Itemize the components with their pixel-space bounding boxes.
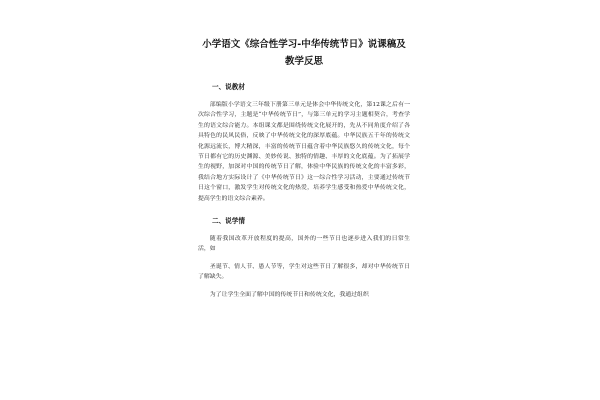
document-content	[198, 36, 410, 307]
paragraph: 圣诞节、情人节、愚人节等，学生对这些节日了解很多，却对中华传统节日了解缺失。	[198, 263, 410, 281]
section-heading-teaching-material: 一、说教材	[212, 83, 245, 91]
paragraph: 为了让学生全面了解中国的传统节日和传统文化，我通过组织	[209, 291, 369, 298]
section-heading-student-situation: 二、说学情	[212, 217, 245, 226]
paragraph: 随着我国改革开放程度的提高，国外的一些节日也逐步进入我们的日常生活，如	[198, 236, 410, 253]
paragraph: 部编版小学语文三年级下册第三单元是体会中华传统文化，第12课之后有一次综合性学习，主题是“中华传统节日”，与第三单元的学习主题相契合，考查学生的语文综合能力。本组课文都是围绕传统文化展开的，先从不同角度介绍了各具特色的民风民俗，反映了中华传统文化的深厚底蕴。中华民族五千年的传统文化源远流长，博大精深，丰富的传统节日蕴含着中华民族悠久的传统文化，每个节日都有它的历史渊源、美妙传说、独特的情趣、丰厚的文化底蕴。为了拓展学生的视野，加深对中国的传统节日了解，体验中华民族的传统文化的丰富多彩，我结合地方实际设计了《中华传统节日》这一综合性学习活动，主要通过传统节日这个窗口，激发学生对传统文化的热爱，培养学生感受和热爱中华传统文化，提高学生的语文综合素养。	[198, 102, 410, 202]
document-title: 小学语文《综合性学习-中华传统节日》说课稿及教学反思	[202, 39, 406, 67]
